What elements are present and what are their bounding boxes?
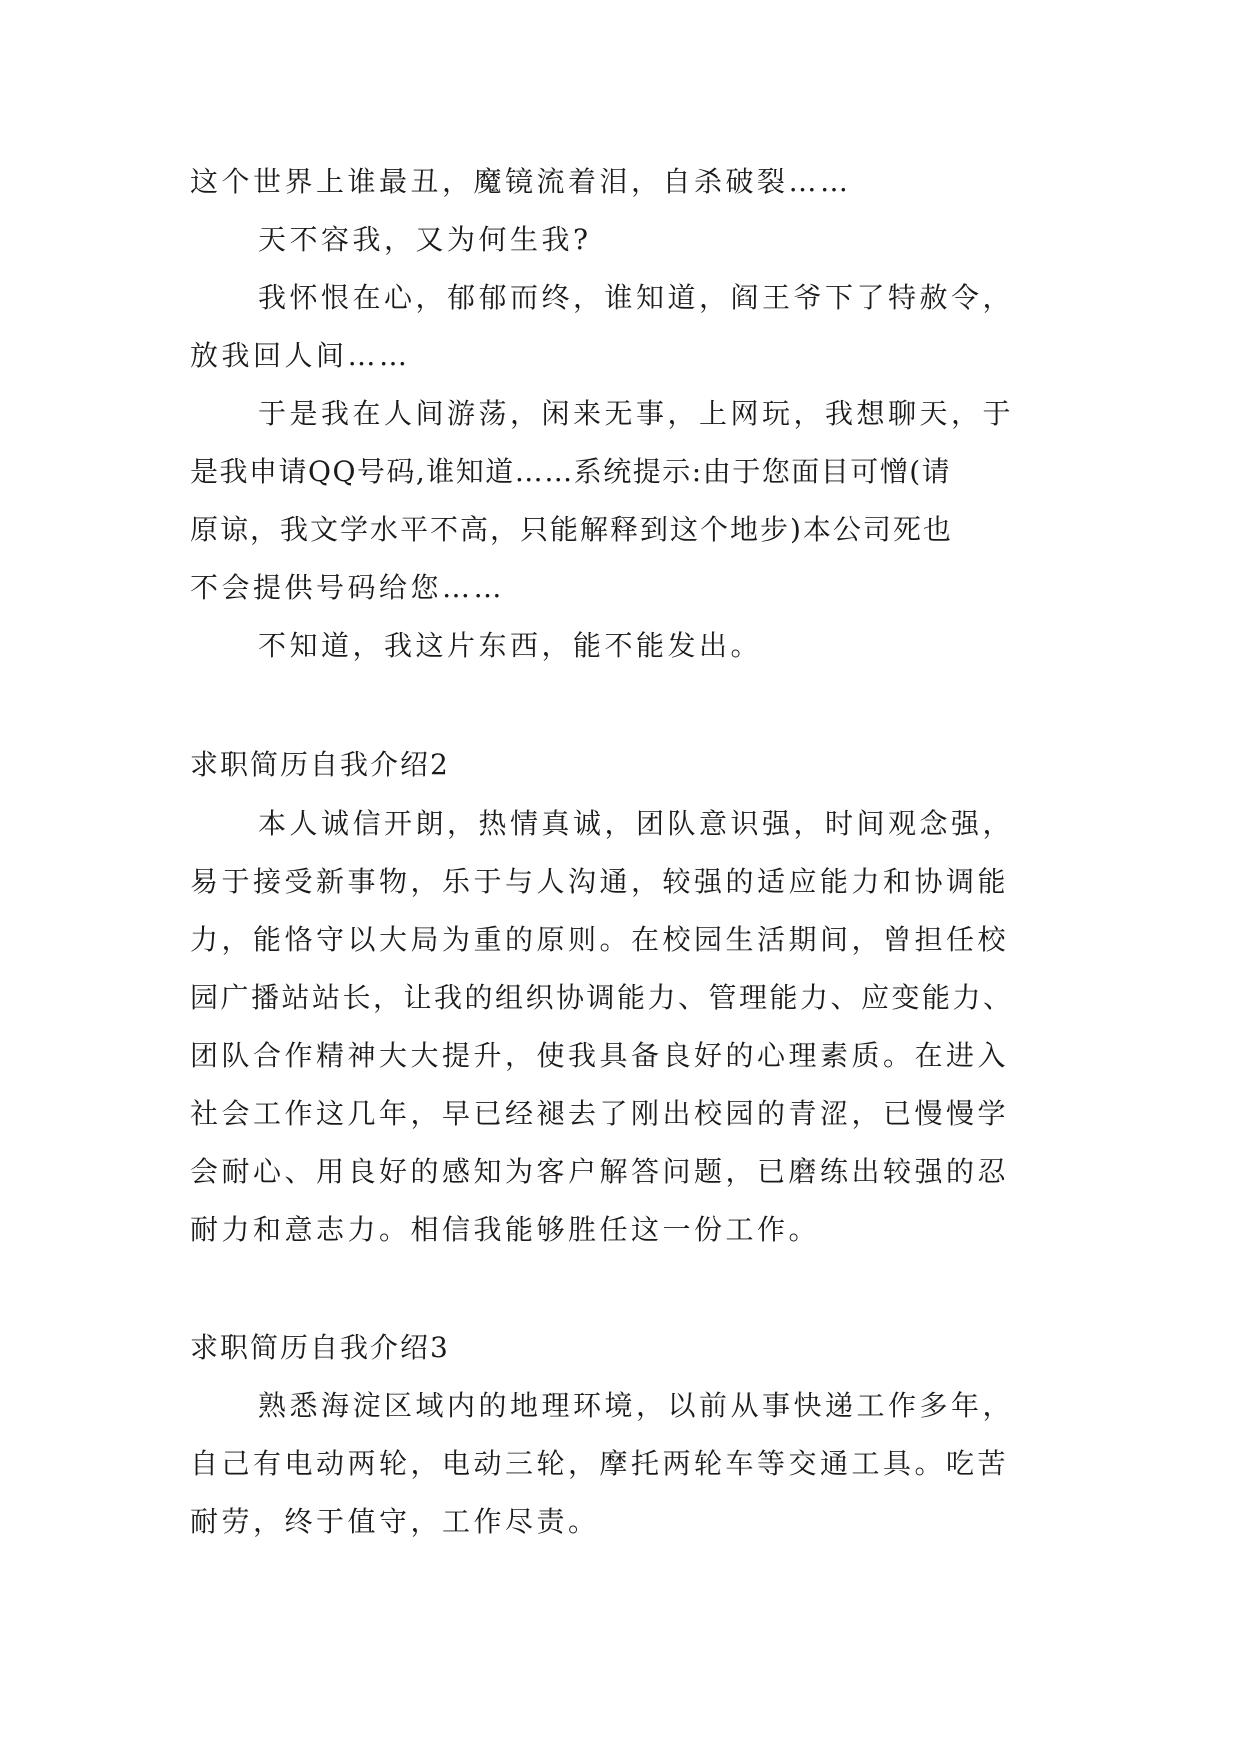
paragraph-line: 耐劳，终于值守，工作尽责。 (190, 1505, 600, 1538)
paragraph-line: 不知道，我这片东西，能不能发出。 (258, 629, 763, 662)
paragraph-line: 这个世界上谁最丑，魔镜流着泪，自杀破裂…… (190, 165, 852, 198)
paragraph-line: 不会提供号码给您…… (190, 571, 506, 604)
section-heading: 求职简历自我介绍2 (190, 748, 450, 781)
paragraph-line: 天不容我，又为何生我? (258, 223, 592, 256)
paragraph-line: 放我回人间…… (190, 339, 411, 372)
paragraph-line: 易于接受新事物，乐于与人沟通，较强的适应能力和协调能 (190, 865, 1010, 898)
paragraph-line: 团队合作精神大大提升，使我具备良好的心理素质。在进入 (190, 1039, 1010, 1072)
paragraph-line: 原谅，我文学水平不高，只能解释到这个地步)本公司死也 (190, 513, 953, 546)
paragraph-line: 社会工作这几年，早已经褪去了刚出校园的青涩，已慢慢学 (190, 1097, 1010, 1130)
paragraph-line: 是我申请QQ号码,谁知道……系统提示:由于您面目可憎(请 (190, 455, 952, 488)
paragraph-line: 耐力和意志力。相信我能够胜任这一份工作。 (190, 1213, 821, 1246)
paragraph-line: 熟悉海淀区域内的地理环境，以前从事快递工作多年， (258, 1389, 1015, 1422)
paragraph-line: 园广播站站长，让我的组织协调能力、管理能力、应变能力、 (190, 981, 1014, 1014)
paragraph-line: 于是我在人间游荡，闲来无事，上网玩，我想聊天，于 (258, 397, 1015, 430)
paragraph-line: 力，能恪守以大局为重的原则。在校园生活期间，曾担任校 (190, 923, 1010, 956)
section-heading: 求职简历自我介绍3 (190, 1331, 450, 1364)
paragraph-line: 会耐心、用良好的感知为客户解答问题，已磨练出较强的忍 (190, 1155, 1010, 1188)
paragraph-line: 自己有电动两轮，电动三轮，摩托两轮车等交通工具。吃苦 (190, 1447, 1010, 1480)
paragraph-line: 本人诚信开朗，热情真诚，团队意识强，时间观念强， (258, 807, 1015, 840)
paragraph-line: 我怀恨在心，郁郁而终，谁知道，阎王爷下了特赦令， (258, 281, 1015, 314)
